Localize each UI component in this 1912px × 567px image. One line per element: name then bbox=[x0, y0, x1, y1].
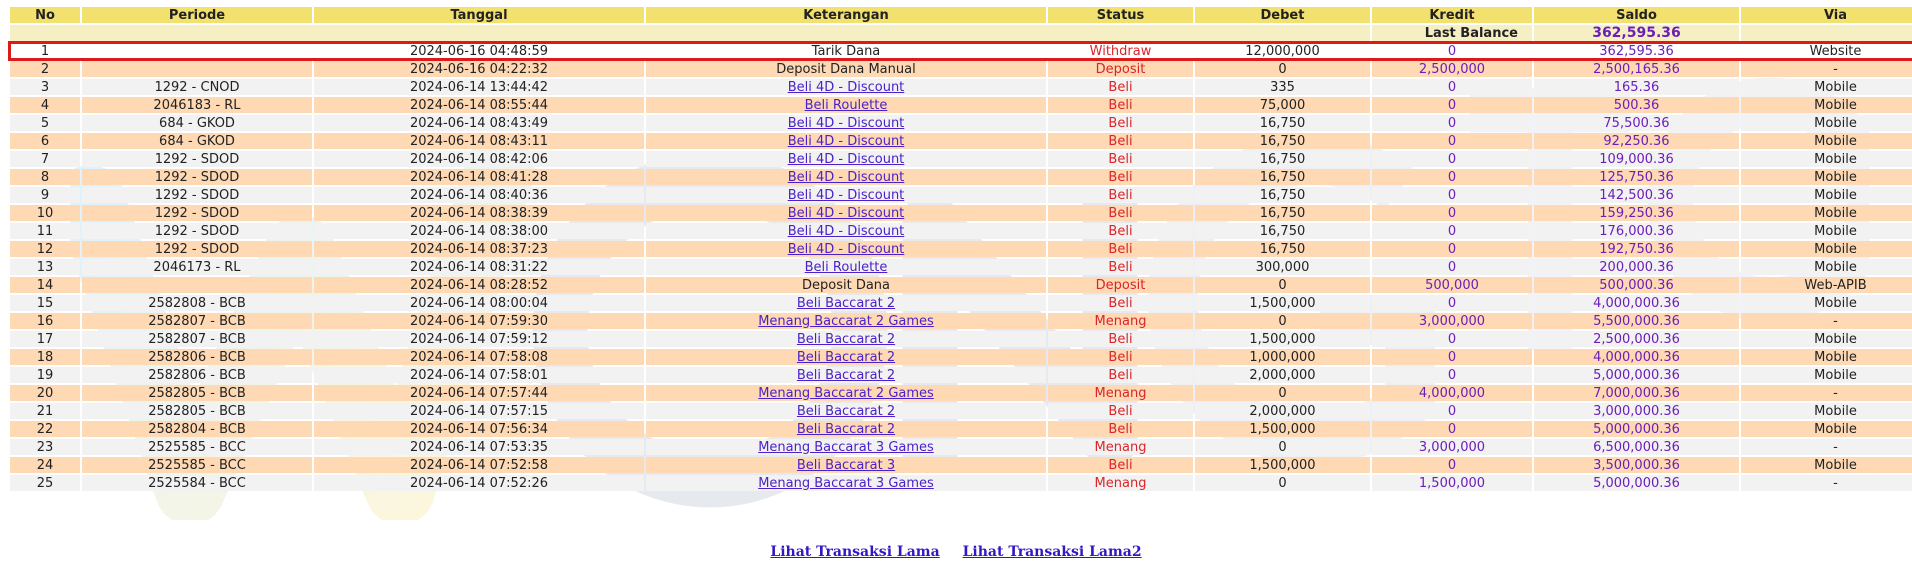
row-tanggal: 2024-06-14 07:57:44 bbox=[314, 385, 644, 401]
row-periode: 2582806 - BCB bbox=[82, 367, 312, 383]
last-balance-via-spacer bbox=[1741, 25, 1912, 41]
row-saldo: 362,595.36 bbox=[1534, 43, 1739, 59]
row-no: 5 bbox=[10, 115, 80, 131]
row-kredit: 0 bbox=[1372, 205, 1532, 221]
row-debet: 1,000,000 bbox=[1195, 349, 1370, 365]
row-periode: 1292 - SDOD bbox=[82, 169, 312, 185]
row-saldo: 4,000,000.36 bbox=[1534, 349, 1739, 365]
table-row bbox=[10, 331, 1912, 347]
row-saldo: 109,000.36 bbox=[1534, 151, 1739, 167]
row-status: Beli bbox=[1048, 133, 1193, 149]
row-tanggal: 2024-06-14 08:42:06 bbox=[314, 151, 644, 167]
row-no: 25 bbox=[10, 475, 80, 491]
row-tanggal: 2024-06-14 08:43:11 bbox=[314, 133, 644, 149]
row-via: - bbox=[1741, 313, 1912, 329]
row-tanggal: 2024-06-14 08:55:44 bbox=[314, 97, 644, 113]
row-tanggal: 2024-06-14 08:37:23 bbox=[314, 241, 644, 257]
row-debet: 0 bbox=[1195, 61, 1370, 77]
row-periode bbox=[82, 61, 312, 77]
row-debet: 75,000 bbox=[1195, 97, 1370, 113]
keterangan-link[interactable]: Beli Roulette bbox=[804, 97, 888, 113]
table-row bbox=[10, 457, 1912, 473]
row-debet: 300,000 bbox=[1195, 259, 1370, 275]
row-periode: 2046173 - RL bbox=[82, 259, 312, 275]
row-kredit: 0 bbox=[1372, 349, 1532, 365]
row-no: 1 bbox=[10, 43, 80, 59]
keterangan-link[interactable]: Menang Baccarat 2 Games bbox=[758, 385, 934, 401]
keterangan-link[interactable]: Beli 4D - Discount bbox=[787, 133, 905, 149]
row-keterangan bbox=[646, 313, 1046, 329]
table-row bbox=[10, 115, 1912, 131]
table-row bbox=[10, 169, 1912, 185]
row-keterangan: Deposit Dana Manual bbox=[646, 61, 1046, 77]
row-no: 4 bbox=[10, 97, 80, 113]
row-keterangan bbox=[646, 331, 1046, 347]
row-via: Mobile bbox=[1741, 331, 1912, 347]
row-via: Mobile bbox=[1741, 223, 1912, 239]
row-kredit: 0 bbox=[1372, 331, 1532, 347]
row-keterangan bbox=[646, 79, 1046, 95]
row-status: Deposit bbox=[1048, 61, 1193, 77]
row-keterangan bbox=[646, 151, 1046, 167]
row-no: 18 bbox=[10, 349, 80, 365]
row-periode: 1292 - SDOD bbox=[82, 151, 312, 167]
keterangan-link[interactable]: Menang Baccarat 3 Games bbox=[758, 475, 934, 491]
row-no: 16 bbox=[10, 313, 80, 329]
row-keterangan bbox=[646, 259, 1046, 275]
row-status: Beli bbox=[1048, 259, 1193, 275]
row-periode: 2582805 - BCB bbox=[82, 385, 312, 401]
row-kredit: 0 bbox=[1372, 97, 1532, 113]
keterangan-link[interactable]: Beli Roulette bbox=[804, 259, 888, 275]
row-debet: 0 bbox=[1195, 313, 1370, 329]
row-debet: 16,750 bbox=[1195, 151, 1370, 167]
row-kredit: 0 bbox=[1372, 367, 1532, 383]
row-periode: 1292 - SDOD bbox=[82, 205, 312, 221]
row-status: Menang bbox=[1048, 439, 1193, 455]
keterangan-link[interactable]: Beli 4D - Discount bbox=[787, 241, 905, 257]
row-via: Mobile bbox=[1741, 349, 1912, 365]
table-row bbox=[10, 61, 1912, 77]
row-debet: 1,500,000 bbox=[1195, 331, 1370, 347]
keterangan-link[interactable]: Beli Baccarat 2 bbox=[796, 349, 896, 365]
table-row bbox=[10, 151, 1912, 167]
row-tanggal: 2024-06-14 07:52:58 bbox=[314, 457, 644, 473]
row-debet: 16,750 bbox=[1195, 223, 1370, 239]
row-via: Website bbox=[1741, 43, 1912, 59]
table-row bbox=[10, 205, 1912, 221]
row-status: Beli bbox=[1048, 421, 1193, 437]
row-periode: 2582804 - BCB bbox=[82, 421, 312, 437]
column-header-periode[interactable]: Periode bbox=[82, 7, 312, 23]
row-saldo: 176,000.36 bbox=[1534, 223, 1739, 239]
row-via: - bbox=[1741, 439, 1912, 455]
row-saldo: 2,500,165.36 bbox=[1534, 61, 1739, 77]
table-row bbox=[10, 475, 1912, 491]
row-saldo: 142,500.36 bbox=[1534, 187, 1739, 203]
row-tanggal: 2024-06-14 07:58:08 bbox=[314, 349, 644, 365]
row-debet: 1,500,000 bbox=[1195, 457, 1370, 473]
row-via: Mobile bbox=[1741, 97, 1912, 113]
row-status: Deposit bbox=[1048, 277, 1193, 293]
row-periode: 684 - GKOD bbox=[82, 115, 312, 131]
row-kredit: 0 bbox=[1372, 43, 1532, 59]
row-keterangan bbox=[646, 385, 1046, 401]
keterangan-link[interactable]: Beli 4D - Discount bbox=[787, 115, 905, 131]
row-tanggal: 2024-06-14 08:43:49 bbox=[314, 115, 644, 131]
row-tanggal: 2024-06-14 08:28:52 bbox=[314, 277, 644, 293]
row-status: Beli bbox=[1048, 295, 1193, 311]
row-via: Mobile bbox=[1741, 241, 1912, 257]
row-keterangan bbox=[646, 205, 1046, 221]
row-via: - bbox=[1741, 61, 1912, 77]
column-header-keterangan[interactable]: Keterangan bbox=[646, 7, 1046, 23]
row-via: - bbox=[1741, 385, 1912, 401]
row-tanggal: 2024-06-14 08:00:04 bbox=[314, 295, 644, 311]
row-keterangan bbox=[646, 439, 1046, 455]
row-via: Mobile bbox=[1741, 259, 1912, 275]
row-kredit: 0 bbox=[1372, 241, 1532, 257]
last-balance-spacer bbox=[10, 25, 1370, 41]
table-row bbox=[10, 133, 1912, 149]
column-header-status[interactable]: Status bbox=[1048, 7, 1193, 23]
row-via: Mobile bbox=[1741, 133, 1912, 149]
row-status: Menang bbox=[1048, 385, 1193, 401]
row-tanggal: 2024-06-14 07:56:34 bbox=[314, 421, 644, 437]
row-status: Beli bbox=[1048, 457, 1193, 473]
row-debet: 12,000,000 bbox=[1195, 43, 1370, 59]
row-saldo: 6,500,000.36 bbox=[1534, 439, 1739, 455]
row-kredit: 0 bbox=[1372, 403, 1532, 419]
row-tanggal: 2024-06-14 08:38:00 bbox=[314, 223, 644, 239]
row-kredit: 2,500,000 bbox=[1372, 61, 1532, 77]
row-keterangan bbox=[646, 223, 1046, 239]
keterangan-link[interactable]: Beli 4D - Discount bbox=[787, 79, 905, 95]
row-kredit: 3,000,000 bbox=[1372, 313, 1532, 329]
table-row-highlighted bbox=[10, 43, 1912, 59]
row-no: 6 bbox=[10, 133, 80, 149]
keterangan-link[interactable]: Beli Baccarat 2 bbox=[796, 295, 896, 311]
row-debet: 16,750 bbox=[1195, 187, 1370, 203]
row-saldo: 3,500,000.36 bbox=[1534, 457, 1739, 473]
row-periode bbox=[82, 43, 312, 59]
table-row bbox=[10, 385, 1912, 401]
row-via: Mobile bbox=[1741, 79, 1912, 95]
row-debet: 16,750 bbox=[1195, 205, 1370, 221]
row-tanggal: 2024-06-14 07:59:30 bbox=[314, 313, 644, 329]
row-kredit: 0 bbox=[1372, 115, 1532, 131]
column-header-no[interactable]: No bbox=[10, 7, 80, 23]
column-header-kredit[interactable]: Kredit bbox=[1372, 7, 1532, 23]
table-row bbox=[10, 97, 1912, 113]
row-tanggal: 2024-06-16 04:48:59 bbox=[314, 43, 644, 59]
row-tanggal: 2024-06-14 08:38:39 bbox=[314, 205, 644, 221]
row-via: - bbox=[1741, 475, 1912, 491]
row-debet: 0 bbox=[1195, 439, 1370, 455]
row-status: Beli bbox=[1048, 331, 1193, 347]
row-saldo: 192,750.36 bbox=[1534, 241, 1739, 257]
row-periode: 2582808 - BCB bbox=[82, 295, 312, 311]
row-status: Beli bbox=[1048, 367, 1193, 383]
keterangan-link[interactable]: Beli Baccarat 2 bbox=[796, 367, 896, 383]
row-via: Mobile bbox=[1741, 403, 1912, 419]
row-keterangan bbox=[646, 97, 1046, 113]
row-periode: 2046183 - RL bbox=[82, 97, 312, 113]
row-saldo: 3,000,000.36 bbox=[1534, 403, 1739, 419]
table-row bbox=[10, 259, 1912, 275]
row-via: Mobile bbox=[1741, 205, 1912, 221]
row-debet: 16,750 bbox=[1195, 133, 1370, 149]
row-keterangan bbox=[646, 187, 1046, 203]
row-periode: 2582806 - BCB bbox=[82, 349, 312, 365]
row-tanggal: 2024-06-14 07:53:35 bbox=[314, 439, 644, 455]
row-no: 17 bbox=[10, 331, 80, 347]
row-kredit: 0 bbox=[1372, 79, 1532, 95]
table-row bbox=[10, 403, 1912, 419]
row-via: Mobile bbox=[1741, 115, 1912, 131]
column-header-debet[interactable]: Debet bbox=[1195, 7, 1370, 23]
row-keterangan bbox=[646, 241, 1046, 257]
row-saldo: 75,500.36 bbox=[1534, 115, 1739, 131]
row-no: 2 bbox=[10, 61, 80, 77]
row-status: Withdraw bbox=[1048, 43, 1193, 59]
row-saldo: 200,000.36 bbox=[1534, 259, 1739, 275]
row-status: Beli bbox=[1048, 115, 1193, 131]
row-no: 12 bbox=[10, 241, 80, 257]
last-balance-label: Last Balance bbox=[1372, 25, 1532, 41]
row-periode: 2525584 - BCC bbox=[82, 475, 312, 491]
row-status: Beli bbox=[1048, 223, 1193, 239]
row-debet: 2,000,000 bbox=[1195, 403, 1370, 419]
row-kredit: 0 bbox=[1372, 223, 1532, 239]
row-keterangan bbox=[646, 367, 1046, 383]
row-keterangan bbox=[646, 115, 1046, 131]
keterangan-link[interactable]: Beli 4D - Discount bbox=[787, 205, 905, 221]
row-status: Beli bbox=[1048, 241, 1193, 257]
row-saldo: 5,000,000.36 bbox=[1534, 421, 1739, 437]
row-status: Beli bbox=[1048, 97, 1193, 113]
row-status: Menang bbox=[1048, 475, 1193, 491]
row-saldo: 500,000.36 bbox=[1534, 277, 1739, 293]
row-via: Web-APIB bbox=[1741, 277, 1912, 293]
row-periode: 1292 - CNOD bbox=[82, 79, 312, 95]
row-via: Mobile bbox=[1741, 421, 1912, 437]
row-keterangan bbox=[646, 169, 1046, 185]
row-periode: 1292 - SDOD bbox=[82, 223, 312, 239]
keterangan-link[interactable]: Beli Baccarat 3 bbox=[796, 457, 896, 473]
row-tanggal: 2024-06-16 04:22:32 bbox=[314, 61, 644, 77]
row-via: Mobile bbox=[1741, 295, 1912, 311]
row-tanggal: 2024-06-14 07:58:01 bbox=[314, 367, 644, 383]
table-row bbox=[10, 313, 1912, 329]
row-no: 8 bbox=[10, 169, 80, 185]
row-status: Beli bbox=[1048, 151, 1193, 167]
row-keterangan bbox=[646, 133, 1046, 149]
row-no: 21 bbox=[10, 403, 80, 419]
table-row bbox=[10, 439, 1912, 455]
row-no: 13 bbox=[10, 259, 80, 275]
row-no: 14 bbox=[10, 277, 80, 293]
keterangan-link[interactable]: Beli Baccarat 2 bbox=[796, 331, 896, 347]
row-via: Mobile bbox=[1741, 367, 1912, 383]
row-tanggal: 2024-06-14 08:40:36 bbox=[314, 187, 644, 203]
row-kredit: 1,500,000 bbox=[1372, 475, 1532, 491]
row-saldo: 4,000,000.36 bbox=[1534, 295, 1739, 311]
row-debet: 335 bbox=[1195, 79, 1370, 95]
row-keterangan bbox=[646, 457, 1046, 473]
row-periode: 2525585 - BCC bbox=[82, 439, 312, 455]
row-no: 22 bbox=[10, 421, 80, 437]
row-keterangan bbox=[646, 295, 1046, 311]
row-periode: 1292 - SDOD bbox=[82, 241, 312, 257]
row-no: 7 bbox=[10, 151, 80, 167]
row-saldo: 5,500,000.36 bbox=[1534, 313, 1739, 329]
row-kredit: 4,000,000 bbox=[1372, 385, 1532, 401]
keterangan-link[interactable]: Beli Baccarat 2 bbox=[796, 421, 896, 437]
row-saldo: 500.36 bbox=[1534, 97, 1739, 113]
row-saldo: 5,000,000.36 bbox=[1534, 475, 1739, 491]
row-tanggal: 2024-06-14 08:41:28 bbox=[314, 169, 644, 185]
footer-links bbox=[0, 544, 1912, 560]
row-saldo: 7,000,000.36 bbox=[1534, 385, 1739, 401]
row-kredit: 0 bbox=[1372, 151, 1532, 167]
table-row bbox=[10, 349, 1912, 365]
row-periode: 2582805 - BCB bbox=[82, 403, 312, 419]
row-no: 19 bbox=[10, 367, 80, 383]
table-row bbox=[10, 241, 1912, 257]
row-tanggal: 2024-06-14 07:52:26 bbox=[314, 475, 644, 491]
row-via: Mobile bbox=[1741, 457, 1912, 473]
row-via: Mobile bbox=[1741, 169, 1912, 185]
row-keterangan: Deposit Dana bbox=[646, 277, 1046, 293]
row-no: 11 bbox=[10, 223, 80, 239]
row-via: Mobile bbox=[1741, 151, 1912, 167]
row-kredit: 3,000,000 bbox=[1372, 439, 1532, 455]
keterangan-link[interactable]: Beli 4D - Discount bbox=[787, 151, 905, 167]
row-kredit: 0 bbox=[1372, 421, 1532, 437]
row-keterangan bbox=[646, 403, 1046, 419]
row-debet: 16,750 bbox=[1195, 115, 1370, 131]
table-row bbox=[10, 295, 1912, 311]
row-tanggal: 2024-06-14 07:59:12 bbox=[314, 331, 644, 347]
row-debet: 1,500,000 bbox=[1195, 295, 1370, 311]
keterangan-link[interactable]: Beli 4D - Discount bbox=[787, 187, 905, 203]
row-periode: 684 - GKOD bbox=[82, 133, 312, 149]
row-saldo: 159,250.36 bbox=[1534, 205, 1739, 221]
row-debet: 0 bbox=[1195, 385, 1370, 401]
row-saldo: 165.36 bbox=[1534, 79, 1739, 95]
row-periode: 2525585 - BCC bbox=[82, 457, 312, 473]
row-tanggal: 2024-06-14 13:44:42 bbox=[314, 79, 644, 95]
row-tanggal: 2024-06-14 08:31:22 bbox=[314, 259, 644, 275]
row-periode: 1292 - SDOD bbox=[82, 187, 312, 203]
keterangan-link[interactable]: Beli 4D - Discount bbox=[787, 169, 905, 185]
row-saldo: 2,500,000.36 bbox=[1534, 331, 1739, 347]
row-kredit: 0 bbox=[1372, 169, 1532, 185]
row-kredit: 500,000 bbox=[1372, 277, 1532, 293]
row-debet: 1,500,000 bbox=[1195, 421, 1370, 437]
column-header-via[interactable]: Via bbox=[1741, 7, 1912, 23]
keterangan-link[interactable]: Beli 4D - Discount bbox=[787, 223, 905, 239]
row-kredit: 0 bbox=[1372, 187, 1532, 203]
row-saldo: 92,250.36 bbox=[1534, 133, 1739, 149]
row-saldo: 5,000,000.36 bbox=[1534, 367, 1739, 383]
row-periode: 2582807 - BCB bbox=[82, 313, 312, 329]
last-balance-value: 362,595.36 bbox=[1534, 25, 1739, 41]
table-row bbox=[10, 79, 1912, 95]
old-transactions-2-link[interactable]: Lihat Transaksi Lama2 bbox=[962, 544, 1142, 560]
table-header-row bbox=[10, 7, 1912, 23]
row-status: Beli bbox=[1048, 169, 1193, 185]
row-via: Mobile bbox=[1741, 187, 1912, 203]
row-no: 9 bbox=[10, 187, 80, 203]
column-header-tanggal[interactable]: Tanggal bbox=[314, 7, 644, 23]
row-no: 3 bbox=[10, 79, 80, 95]
row-debet: 16,750 bbox=[1195, 241, 1370, 257]
row-status: Beli bbox=[1048, 187, 1193, 203]
row-keterangan bbox=[646, 475, 1046, 491]
table-row bbox=[10, 277, 1912, 293]
row-keterangan bbox=[646, 349, 1046, 365]
row-periode: 2582807 - BCB bbox=[82, 331, 312, 347]
row-no: 24 bbox=[10, 457, 80, 473]
table-row bbox=[10, 421, 1912, 437]
row-status: Menang bbox=[1048, 313, 1193, 329]
row-debet: 0 bbox=[1195, 277, 1370, 293]
row-kredit: 0 bbox=[1372, 295, 1532, 311]
table-row bbox=[10, 367, 1912, 383]
old-transactions-link[interactable]: Lihat Transaksi Lama bbox=[770, 544, 940, 560]
row-debet: 16,750 bbox=[1195, 169, 1370, 185]
transaction-table bbox=[8, 5, 1912, 493]
keterangan-link[interactable]: Menang Baccarat 2 Games bbox=[758, 313, 934, 329]
row-no: 20 bbox=[10, 385, 80, 401]
row-debet: 2,000,000 bbox=[1195, 367, 1370, 383]
keterangan-link[interactable]: Menang Baccarat 3 Games bbox=[758, 439, 934, 455]
row-debet: 0 bbox=[1195, 475, 1370, 491]
row-no: 23 bbox=[10, 439, 80, 455]
row-no: 15 bbox=[10, 295, 80, 311]
keterangan-link[interactable]: Beli Baccarat 2 bbox=[796, 403, 896, 419]
row-saldo: 125,750.36 bbox=[1534, 169, 1739, 185]
row-kredit: 0 bbox=[1372, 133, 1532, 149]
row-keterangan: Tarik Dana bbox=[646, 43, 1046, 59]
row-status: Beli bbox=[1048, 79, 1193, 95]
row-keterangan bbox=[646, 421, 1046, 437]
row-kredit: 0 bbox=[1372, 259, 1532, 275]
table-row bbox=[10, 223, 1912, 239]
row-no: 10 bbox=[10, 205, 80, 221]
row-tanggal: 2024-06-14 07:57:15 bbox=[314, 403, 644, 419]
row-status: Beli bbox=[1048, 403, 1193, 419]
row-status: Beli bbox=[1048, 205, 1193, 221]
column-header-saldo[interactable]: Saldo bbox=[1534, 7, 1739, 23]
row-kredit: 0 bbox=[1372, 457, 1532, 473]
row-periode bbox=[82, 277, 312, 293]
last-balance-row bbox=[10, 25, 1912, 41]
table-row bbox=[10, 187, 1912, 203]
row-status: Beli bbox=[1048, 349, 1193, 365]
